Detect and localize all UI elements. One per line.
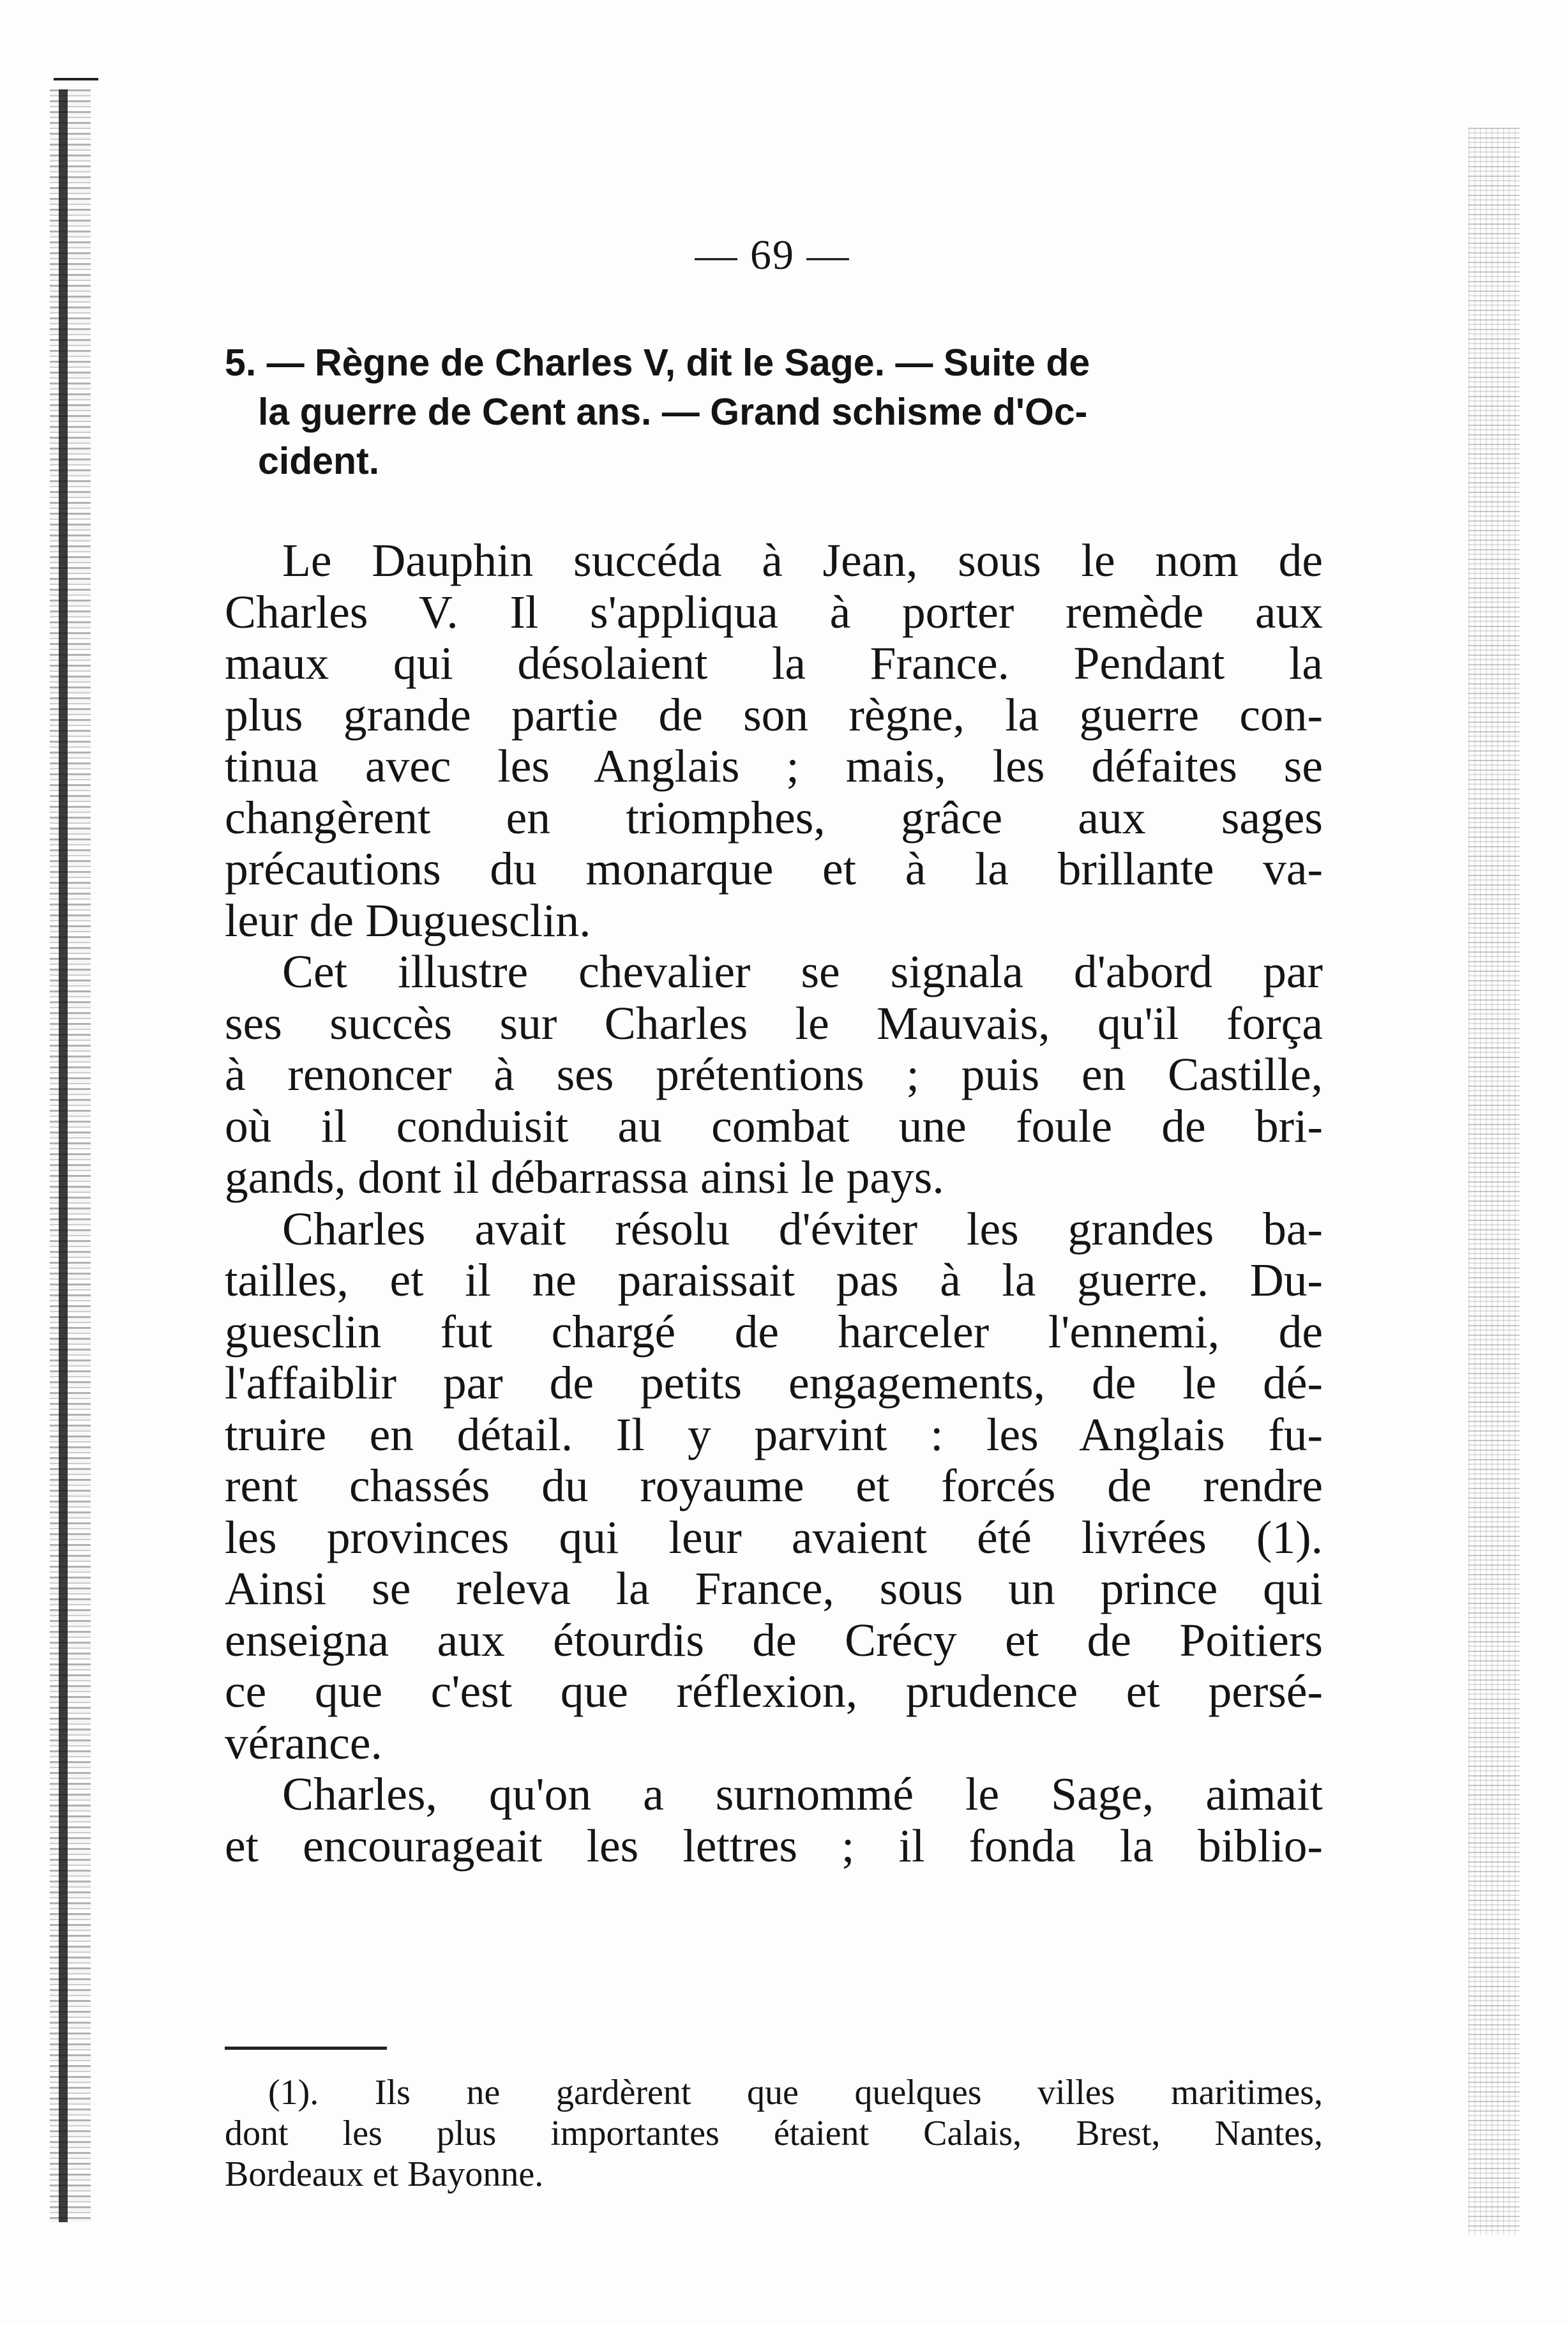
paragraph-3: [225, 1204, 1323, 1769]
footnote-line: dont les plus importantes étaient Calais, Brest, Nantes,: [225, 2114, 1323, 2153]
footnote-separator: [225, 2047, 387, 2050]
text-line: les provinces qui leur avaient été livrées (1).: [225, 1511, 1323, 1563]
text-line: et encourageait les lettres ; il fonda la biblio-: [225, 1819, 1323, 1872]
text-line: changèrent en triomphes, grâce aux sages: [225, 791, 1323, 844]
text-line: ce que c'est que réflexion, prudence et persé-: [225, 1665, 1323, 1717]
text-line: vérance.: [225, 1716, 382, 1769]
text-line: Le Dauphin succéda à Jean, sous le nom de: [282, 534, 1323, 586]
text-line: plus grande partie de son règne, la guerre con-: [225, 688, 1323, 741]
text-line: tailles, et il ne paraissait pas à la guerre. Du-: [225, 1254, 1323, 1306]
text-line: guesclin fut chargé de harceler l'ennemi, de: [225, 1305, 1323, 1358]
footnote-line: Bordeaux et Bayonne.: [225, 2155, 544, 2194]
page-edge-noise: [1468, 128, 1519, 2235]
text-line: Ainsi se releva la France, sous un prince qui: [225, 1563, 1323, 1614]
text-line: enseigna aux étourdis de Crécy et de Poitiers: [225, 1614, 1323, 1666]
text-line: truire en détail. Il y parvint : les Anglais fu-: [225, 1408, 1323, 1460]
footnote-line: (1). Ils ne gardèrent que quelques villes maritimes,: [268, 2073, 1323, 2112]
text-line: gands, dont il débarrassa ainsi le pays.: [225, 1151, 944, 1203]
text-line: Cet illustre chevalier se signala d'abord par: [282, 946, 1323, 997]
paragraph-1: [225, 535, 1323, 946]
paragraph-2: [225, 946, 1323, 1204]
section-heading: [225, 338, 1323, 486]
text-line: rent chassés du royaume et forcés de rendre: [225, 1460, 1323, 1511]
heading-line: 5. — Règne de Charles V, dit le Sage. — Suite de: [225, 342, 1090, 384]
text-line: maux qui désolaient la France. Pendant la: [225, 637, 1323, 689]
binding-edge-bar: [59, 89, 68, 2222]
binding-edge-shadow: [50, 89, 91, 2222]
text-line: précautions du monarque et à la brillante va-: [225, 843, 1323, 895]
footnote: [225, 2072, 1323, 2195]
binding-edge-top-mark: [54, 78, 98, 80]
text-line: Charles avait résolu d'éviter les grandes ba-: [282, 1202, 1323, 1255]
heading-line: cident.: [258, 440, 380, 482]
text-line: Charles, qu'on a surnommé le Sage, aimait: [282, 1768, 1323, 1820]
text-line: leur de Duguesclin.: [225, 894, 591, 946]
text-line: tinua avec les Anglais ; mais, les défaites se: [225, 740, 1323, 792]
paragraph-4: [225, 1769, 1323, 1872]
heading-line: la guerre de Cent ans. — Grand schisme d'Oc-: [258, 391, 1088, 433]
text-line: à renoncer à ses prétentions ; puis en Castille,: [225, 1049, 1323, 1100]
page-number: — 69 —: [695, 232, 850, 278]
text-line: l'affaiblir par de petits engagements, de le dé-: [225, 1357, 1323, 1409]
text-line: ses succès sur Charles le Mauvais, qu'il força: [225, 997, 1323, 1049]
body-text: [225, 535, 1323, 1872]
text-line: Charles V. Il s'appliqua à porter remède aux: [225, 586, 1323, 638]
text-line: où il conduisit au combat une foule de bri-: [225, 1100, 1323, 1152]
